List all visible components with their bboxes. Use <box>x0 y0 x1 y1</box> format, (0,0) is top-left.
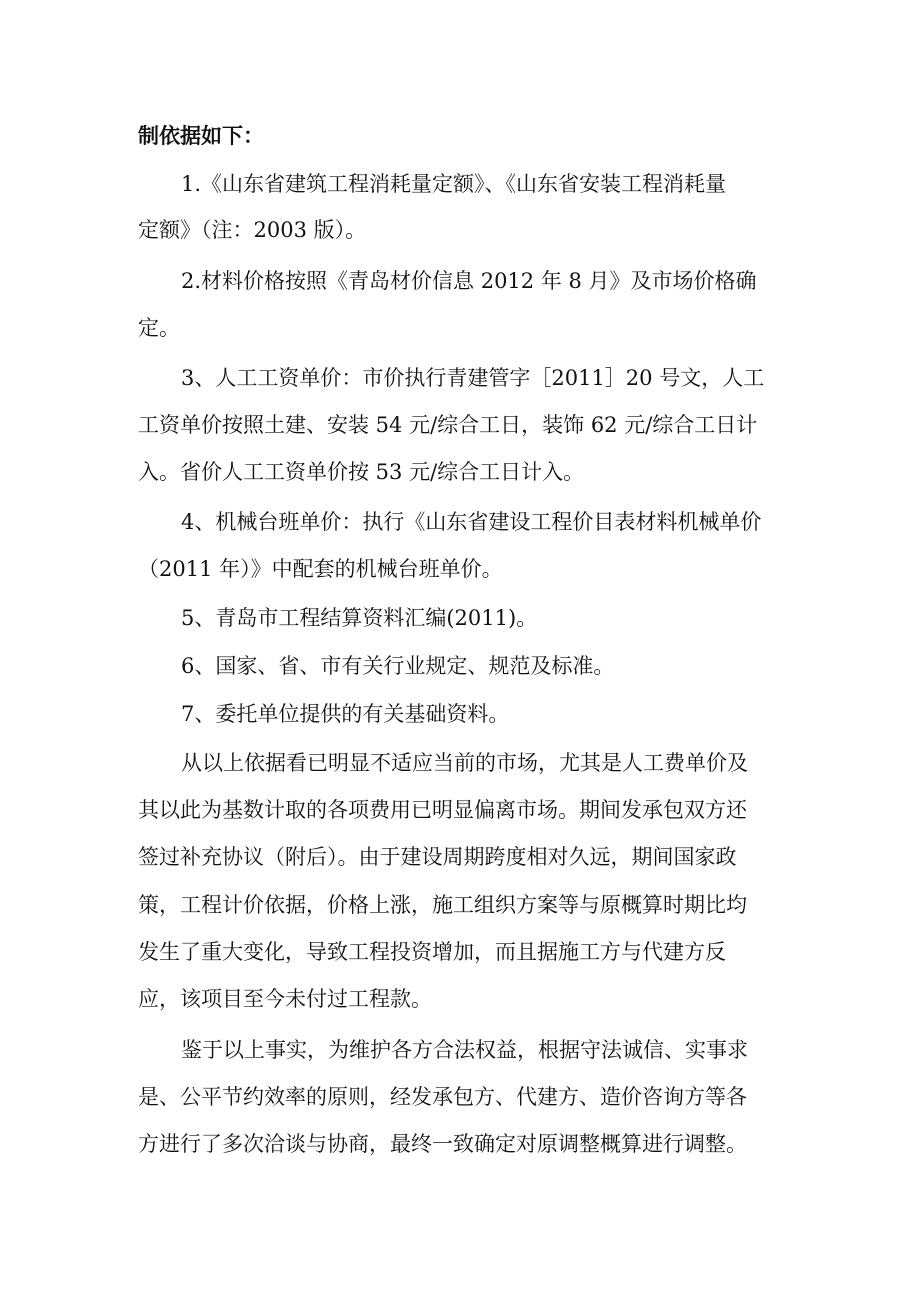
text-line: 3、人工工资单价：市价执行青建管字［2011］20 号文，人工 <box>181 366 765 390</box>
text-line: 是、公平节约效率的原则，经发承包方、代建方、造价咨询方等各 <box>138 1085 747 1109</box>
text-line: 方进行了多次洽谈与协商，最终一致确定对原调整概算进行调整。 <box>138 1132 747 1156</box>
text-line: 其以此为基数计取的各项费用已明显偏离市场。期间发承包双方还 <box>138 798 747 822</box>
text-line: 签过补充协议（附后）。由于建设周期跨度相对久远，期间国家政 <box>138 845 737 869</box>
text-line: 入。省价人工工资单价按 53 元/综合工日计入。 <box>138 460 585 484</box>
text-line: 6、国家、省、市有关行业规定、规范及标准。 <box>181 654 615 678</box>
text-line: （2011 年）》中配套的机械台班单价。 <box>138 557 503 581</box>
text-line: 5、青岛市工程结算资料汇编(2011)。 <box>181 606 538 630</box>
text-line: 策，工程计价依据，价格上涨，施工组织方案等与原概算时期比均 <box>138 893 747 917</box>
text-line: 定。 <box>138 316 180 340</box>
text-line: 7、委托单位提供的有关基础资料。 <box>181 702 510 726</box>
text-line: 发生了重大变化，导致工程投资增加，而且据施工方与代建方反 <box>138 940 726 964</box>
text-line: 2.材料价格按照《青岛材价信息 2012 年 8 月》及市场价格确 <box>181 269 757 293</box>
text-line: 工资单价按照土建、安装 54 元/综合工日，装饰 62 元/综合工日计 <box>138 413 758 437</box>
text-line: 定额》（注：2003 版）。 <box>138 218 367 242</box>
text-line: 4、机械台班单价：执行《山东省建设工程价目表材料机械单价 <box>181 510 762 534</box>
text-line: 应，该项目至今未付过工程款。 <box>138 987 432 1011</box>
text-line: 鉴于以上事实，为维护各方合法权益，根据守法诚信、实事求 <box>181 1038 748 1062</box>
text-line: 从以上依据看已明显不适应当前的市场，尤其是人工费单价及 <box>181 751 748 775</box>
text-line: 1.《山东省建筑工程消耗量定额》、《山东省安装工程消耗量 <box>181 172 727 196</box>
section-heading: 制依据如下： <box>138 124 264 148</box>
